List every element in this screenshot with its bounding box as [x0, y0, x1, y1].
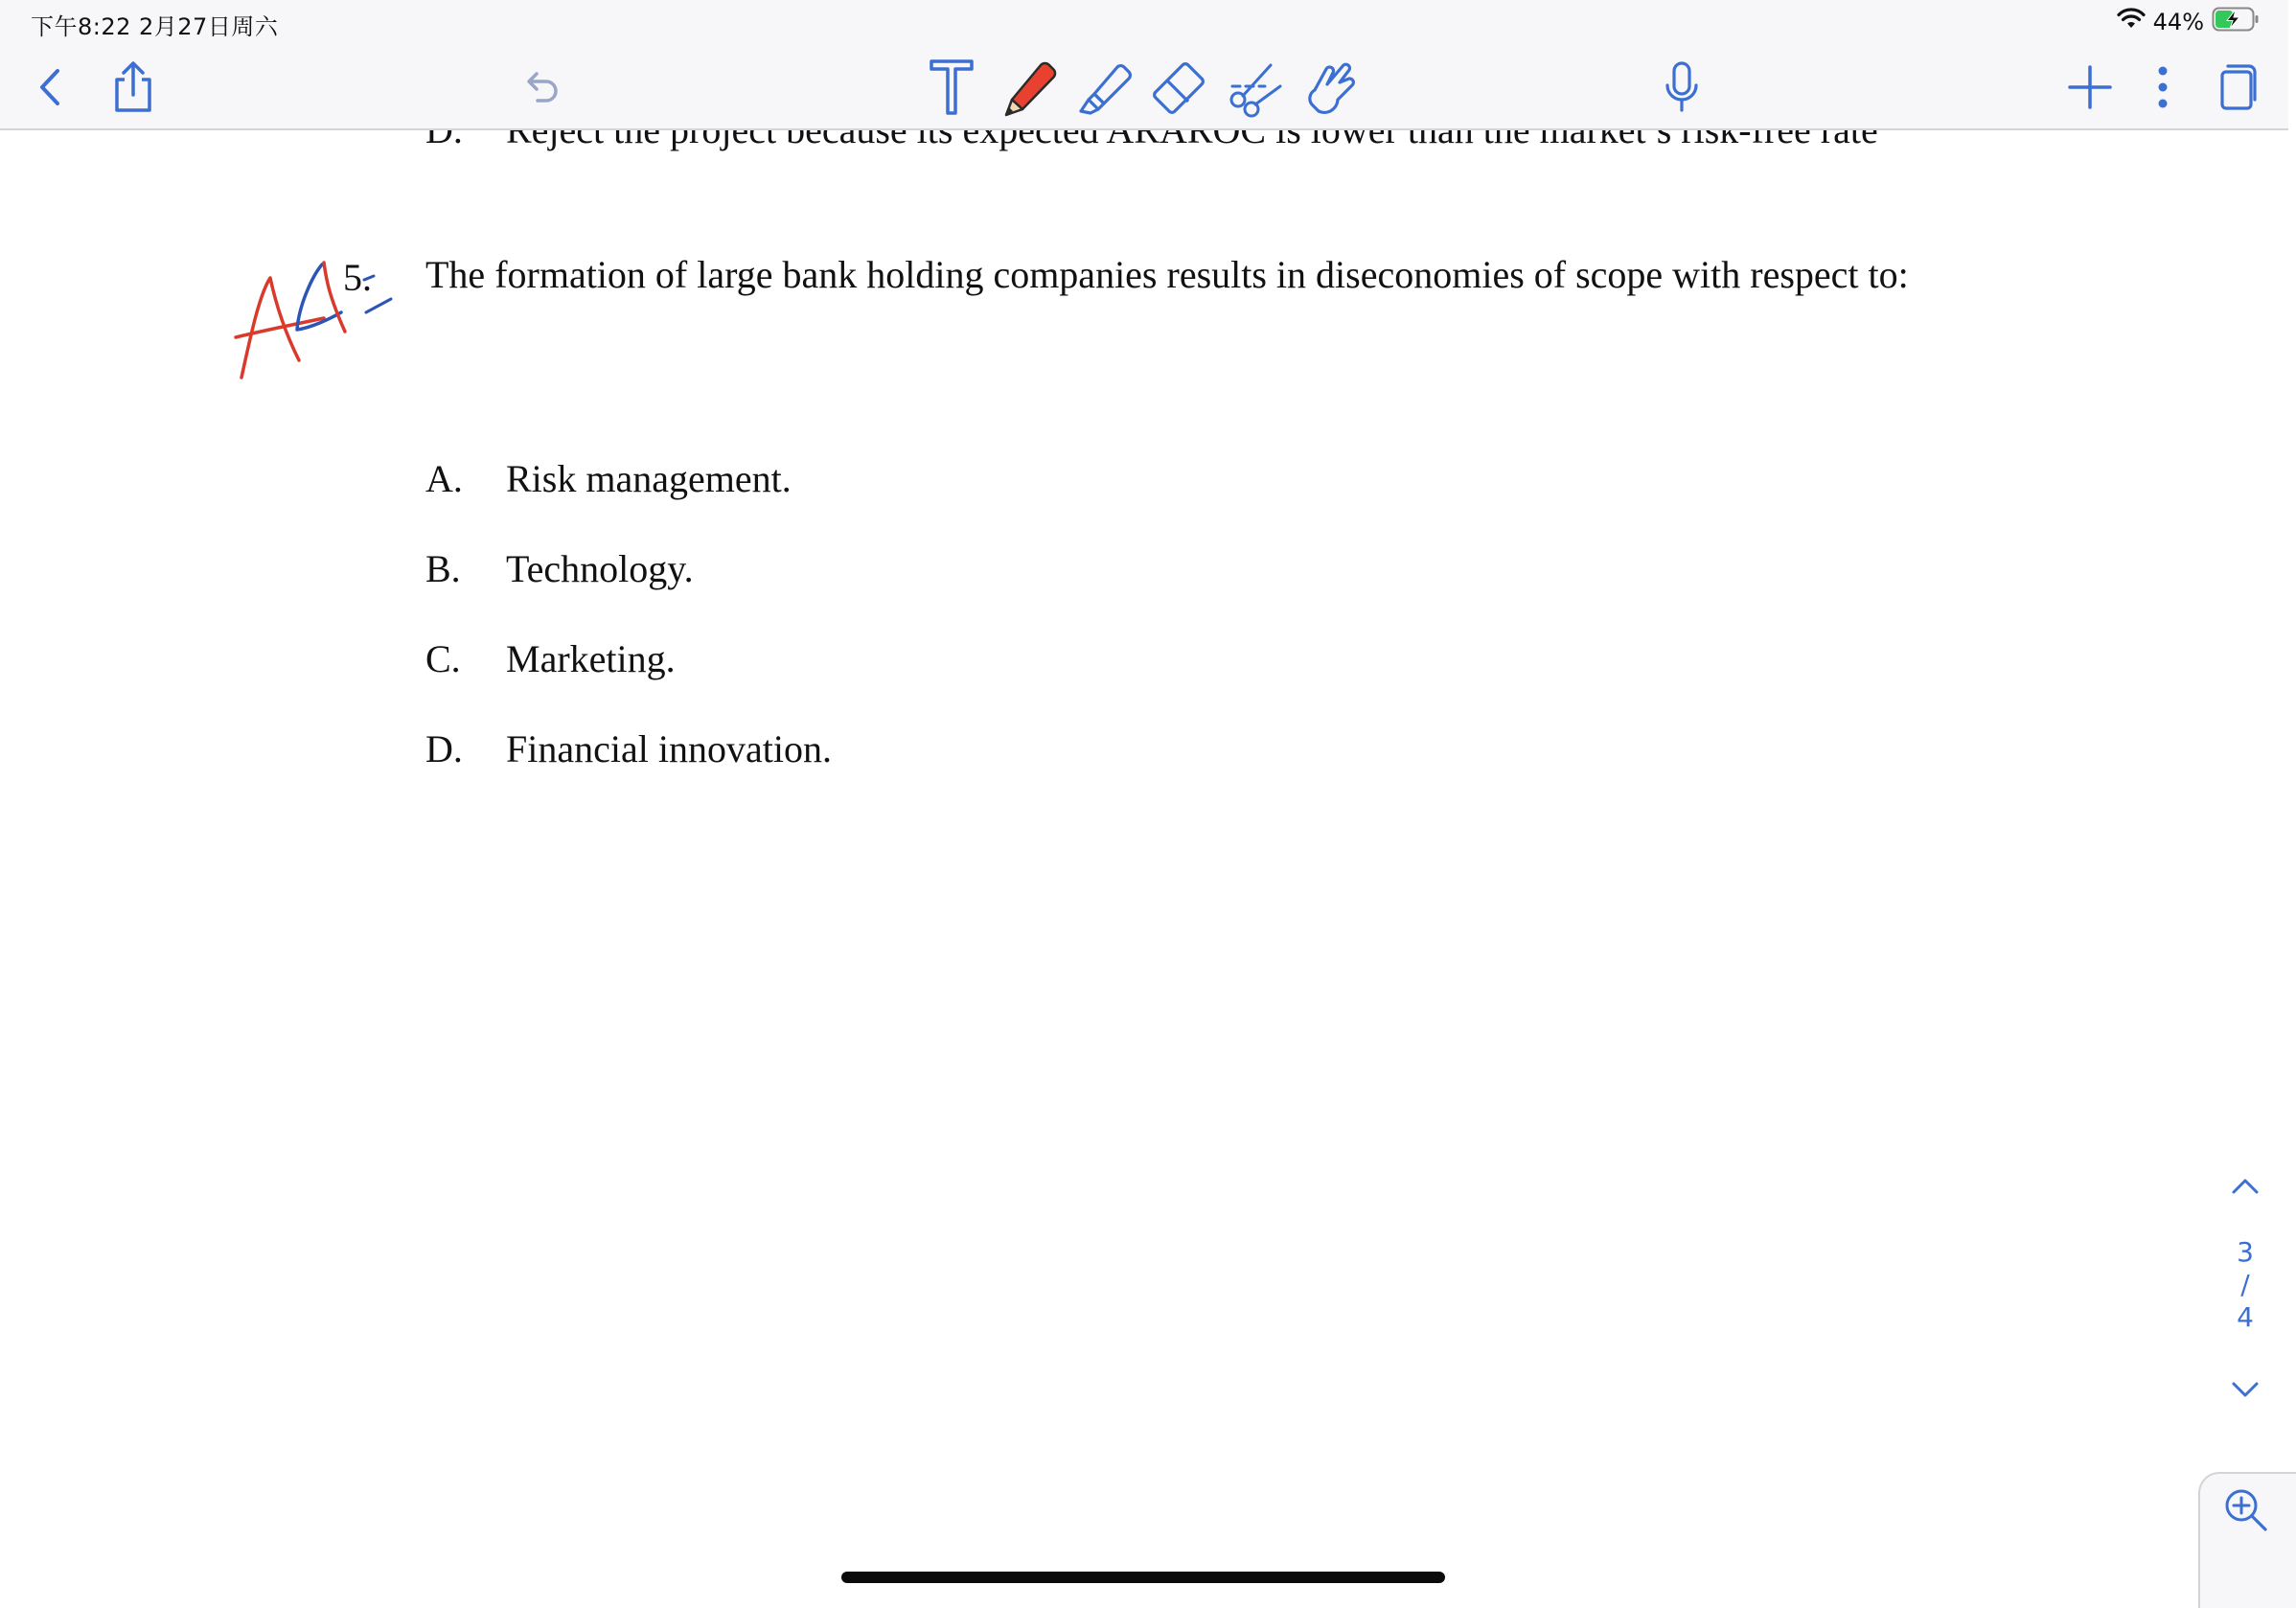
page-separator: /: [2240, 1269, 2250, 1300]
chevron-down-icon: [2229, 1374, 2262, 1407]
text-tool-icon: [928, 57, 976, 117]
eraser-tool-button[interactable]: [1148, 56, 1211, 119]
handwritten-answer-annotation: [220, 238, 412, 391]
hand-tool-icon: [1301, 57, 1361, 117]
option-letter: B.: [425, 546, 461, 590]
option-a: [425, 433, 832, 523]
zoom-in-icon: [2221, 1485, 2271, 1535]
more-button[interactable]: [2131, 56, 2194, 119]
highlighter-tool-button[interactable]: [1073, 56, 1137, 119]
option-text: Financial innovation.: [506, 726, 832, 770]
home-indicator[interactable]: [841, 1572, 1445, 1583]
top-bar: [0, 0, 2288, 130]
option-text: Marketing.: [506, 636, 676, 680]
pages-icon: [2216, 63, 2259, 111]
microphone-icon: [1661, 60, 1703, 114]
more-icon: [2153, 63, 2172, 111]
page-navigator: [2202, 1169, 2288, 1418]
question-number: 5.: [343, 256, 372, 299]
text-tool-button[interactable]: [920, 56, 983, 119]
pencil-tool-icon: [999, 56, 1062, 119]
back-button[interactable]: [19, 56, 82, 119]
pages-button[interactable]: [2206, 56, 2269, 119]
share-icon: [109, 60, 157, 114]
battery-percent: 44%: [2152, 9, 2204, 35]
battery-charging-icon: [2212, 7, 2260, 37]
highlighter-tool-icon: [1075, 57, 1135, 117]
scissors-tool-icon: [1227, 57, 1286, 117]
option-b: [425, 523, 832, 613]
option-text: Technology.: [506, 546, 694, 590]
page-indicator: [2202, 1236, 2288, 1334]
option-text: Risk management.: [506, 456, 792, 500]
undo-icon: [520, 66, 563, 108]
answer-options: [425, 433, 832, 793]
share-button[interactable]: [102, 56, 165, 119]
voice-button[interactable]: [1650, 56, 1713, 119]
undo-button[interactable]: [510, 56, 573, 119]
option-d: [425, 703, 832, 793]
question-text: The formation of large bank holding companies results in diseconomies of scope with respect to:: [425, 253, 1909, 296]
add-page-button[interactable]: [2058, 56, 2122, 119]
wifi-icon: [2117, 8, 2146, 36]
lasso-tool-button[interactable]: [1225, 56, 1288, 119]
previous-page-button[interactable]: [2229, 1169, 2262, 1202]
current-page: 3: [2237, 1236, 2254, 1268]
eraser-tool-icon: [1150, 57, 1209, 117]
total-pages: 4: [2237, 1301, 2254, 1333]
back-chevron-icon: [32, 63, 70, 111]
status-right: [2117, 6, 2260, 38]
zoom-button[interactable]: [2198, 1472, 2296, 1608]
option-letter: D.: [425, 726, 463, 770]
add-icon: [2066, 63, 2114, 111]
next-page-button[interactable]: [2229, 1374, 2262, 1407]
hand-tool-button[interactable]: [1299, 56, 1363, 119]
chevron-up-icon: [2229, 1169, 2262, 1202]
option-letter: C.: [425, 636, 461, 680]
option-letter: A.: [425, 456, 463, 500]
pencil-tool-button[interactable]: [999, 56, 1062, 119]
status-time-date: 下午8:22 2月27日周六: [31, 13, 279, 40]
option-c: [425, 613, 832, 703]
